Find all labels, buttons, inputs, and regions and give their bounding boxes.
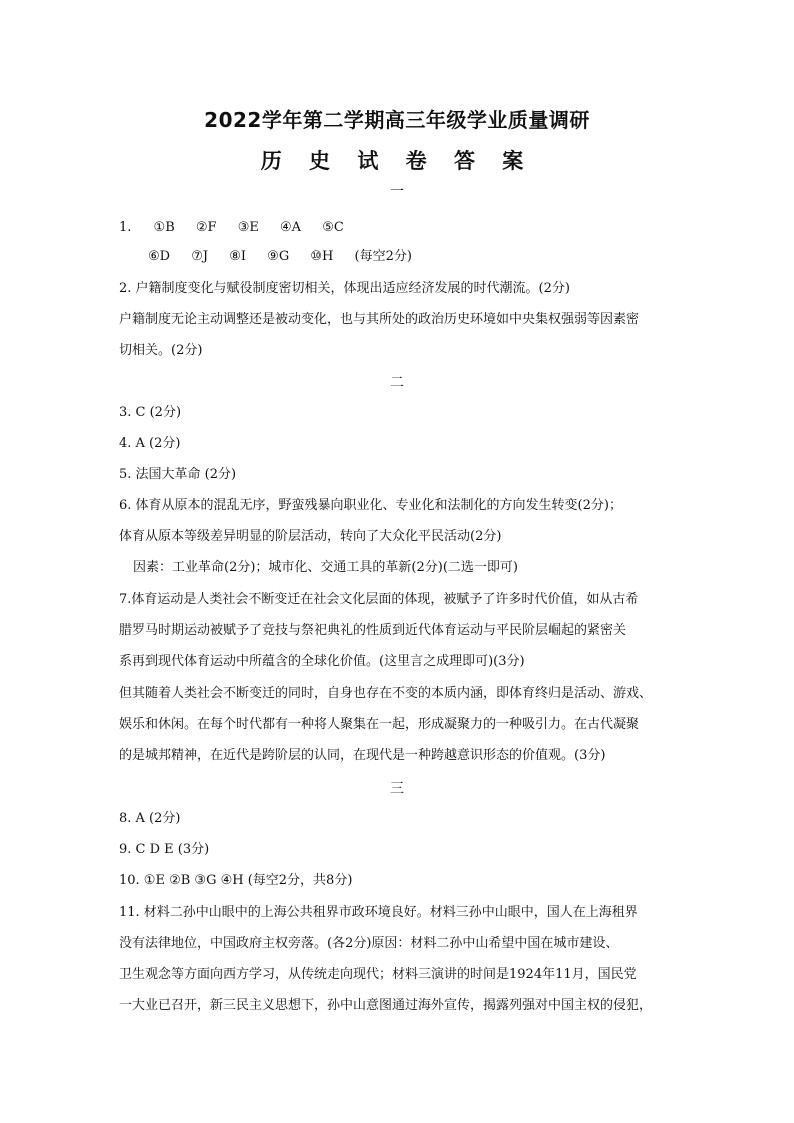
q1-option: ①B	[153, 220, 175, 235]
q9-answer: 9. C D E (3分)	[119, 842, 210, 857]
q1-option: ②F	[195, 220, 217, 235]
q1-option: ⑩H	[310, 249, 334, 264]
q1-option: ③E	[237, 220, 259, 235]
q7-line: 的是城邦精神，在近代是跨阶层的认同，在现代是一种跨越意识形态的价值观。(3分)	[119, 748, 606, 763]
page-subtitle: 历 史 试 卷 答 案	[260, 149, 534, 173]
q1-options-row1	[154, 220, 344, 235]
q2-line: 户籍制度无论主动调整还是被动变化，也与其所处的政治历史环境如中央集权强弱等因素密	[119, 312, 640, 327]
q6-line: 体育从原本等级差异明显的阶层活动，转向了大众化平民活动(2分)	[119, 529, 502, 544]
q1-option: ⑦J	[191, 249, 209, 264]
q5-answer: 5. 法国大革命 (2分)	[119, 467, 237, 482]
q7-line: 娱乐和休闲。在每个时代都有一种将人聚集在一起，形成凝聚力的一种吸引力。在古代凝聚	[119, 717, 640, 732]
q1-row2	[148, 248, 708, 266]
q1-score-note: (每空2分)	[354, 249, 412, 264]
q3-answer: 3. C (2分)	[119, 405, 182, 420]
section-heading-2: 二	[390, 375, 404, 391]
q7-line: 但其随着人类社会不断变迁的同时，自身也存在不变的本质内涵，即体育终归是活动、游戏、	[119, 686, 653, 701]
section-heading-1: 一	[390, 184, 404, 200]
q6-line: 因素：工业革命(2分)；城市化、交通工具的革新(2分)(二选一即可)	[133, 560, 518, 575]
section-heading-3: 三	[390, 781, 404, 797]
q7-line: 腊罗马时期运动被赋予了竞技与祭祀典礼的性质到近代体育运动与平民阶层崛起的紧密关	[119, 623, 627, 638]
page-title: 2022学年第二学期高三年级学业质量调研	[204, 108, 590, 132]
q1-option: ⑨G	[267, 249, 290, 264]
q6-line: 6. 体育从原本的混乱无序，野蛮残暴向职业化、专业化和法制化的方向发生转变(2分)；	[119, 498, 622, 513]
q1-label: 1.	[119, 220, 132, 235]
q1-option: ⑤C	[322, 220, 344, 235]
q1-option: ⑧I	[229, 249, 247, 264]
q4-answer: 4. A (2分)	[119, 436, 181, 451]
q2-line: 切相关。(2分)	[119, 343, 203, 358]
q10-answer: 10. ①E ②B ③G ④H (每空2分，共8分)	[119, 873, 353, 888]
q8-answer: 8. A (2分)	[119, 811, 181, 826]
q1-option: ④A	[280, 220, 302, 235]
q1-row1	[119, 219, 679, 237]
q11-line: 11. 材料二孙中山眼中的上海公共租界市政环境良好。材料三孙中山眼中，国人在上海租界	[119, 905, 638, 920]
q1-option: ⑥D	[148, 249, 171, 264]
q11-line: 一大业已召开，新三民主义思想下，孙中山意图通过海外宣传，揭露列强对中国主权的侵犯，	[119, 998, 653, 1013]
q1-options-row2	[148, 249, 412, 264]
q11-line: 没有法律地位，中国政府主权旁落。(各2分)原因：材料二孙中山希望中国在城市建设、	[119, 936, 619, 951]
q11-line: 卫生观念等方面向西方学习，从传统走向现代；材料三演讲的时间是1924年11月，国民党	[119, 967, 637, 982]
q7-line: 系再到现代体育运动中所蕴含的全球化价值。(这里言之成理即可)(3分)	[119, 654, 525, 669]
q2-line: 2. 户籍制度变化与赋役制度密切相关，体现出适应经济发展的时代潮流。(2分)	[119, 281, 570, 296]
q7-line: 7.体育运动是人类社会不断变迁在社会文化层面的体现，被赋予了许多时代价值，如从古希	[119, 592, 639, 607]
